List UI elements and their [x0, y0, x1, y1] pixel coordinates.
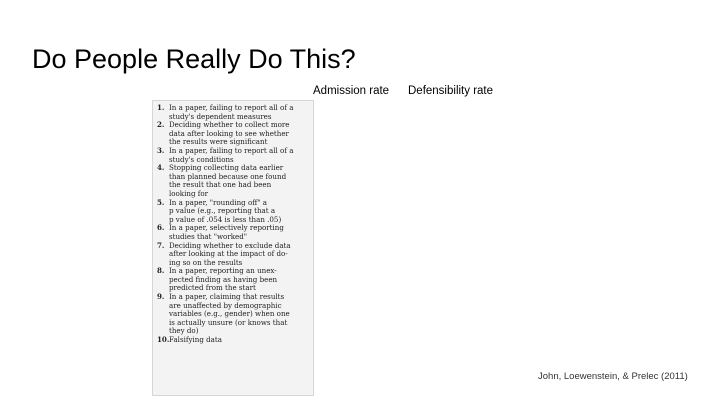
- item-text: In a paper, "rounding off" a p value (e.g., reporting that a p value of .054 is less than .05): [169, 197, 282, 224]
- item-text: Falsifying data: [169, 335, 222, 345]
- item-number: 6.: [157, 223, 165, 233]
- item-number: 8.: [157, 266, 165, 276]
- item-number: 3.: [157, 145, 165, 155]
- questionable-practices-list-image: [152, 100, 314, 396]
- item-number: 9.: [157, 292, 165, 302]
- item-number: 10.: [157, 335, 170, 345]
- list-item: [157, 293, 309, 336]
- practices-list: [157, 104, 309, 345]
- list-item: [157, 267, 309, 293]
- item-number: 1.: [157, 103, 165, 112]
- item-text: Deciding whether to collect more data after looking to see whether the results were significant: [169, 120, 290, 147]
- item-text: In a paper, claiming that results are unaffected by demographic variables (e.g., gender) when one is actually unsure (or knows that they do): [169, 292, 290, 336]
- list-item: [157, 121, 309, 147]
- citation: John, Loewenstein, & Prelec (2011): [538, 371, 688, 382]
- item-number: 7.: [157, 240, 165, 250]
- item-text: Stopping collecting data earlier than planned because one found the result that one had been looking for: [169, 163, 287, 198]
- list-item: [157, 147, 309, 164]
- item-number: 5.: [157, 197, 165, 207]
- item-number: 4.: [157, 163, 165, 173]
- item-text: Deciding whether to exclude data after looking at the impact of do- ing so on the results: [169, 240, 291, 267]
- item-text: In a paper, failing to report all of a study's dependent measures: [169, 103, 294, 121]
- list-item: [157, 164, 309, 198]
- slide-title: Do People Really Do This?: [32, 44, 356, 74]
- item-text: In a paper, selectively reporting studies that "worked": [169, 223, 284, 241]
- list-item: [157, 242, 309, 268]
- item-number: 2.: [157, 120, 165, 130]
- item-text: In a paper, failing to report all of a study's conditions: [169, 145, 294, 164]
- item-text: In a paper, reporting an unex- pected finding as having been predicted from the start: [169, 266, 278, 293]
- defensibility-rate-header: Defensibility rate: [408, 85, 494, 97]
- admission-rate-header: Admission rate: [313, 85, 390, 97]
- list-item: [157, 224, 309, 241]
- list-item: [157, 336, 309, 345]
- list-item: [157, 104, 309, 121]
- list-item: [157, 199, 309, 225]
